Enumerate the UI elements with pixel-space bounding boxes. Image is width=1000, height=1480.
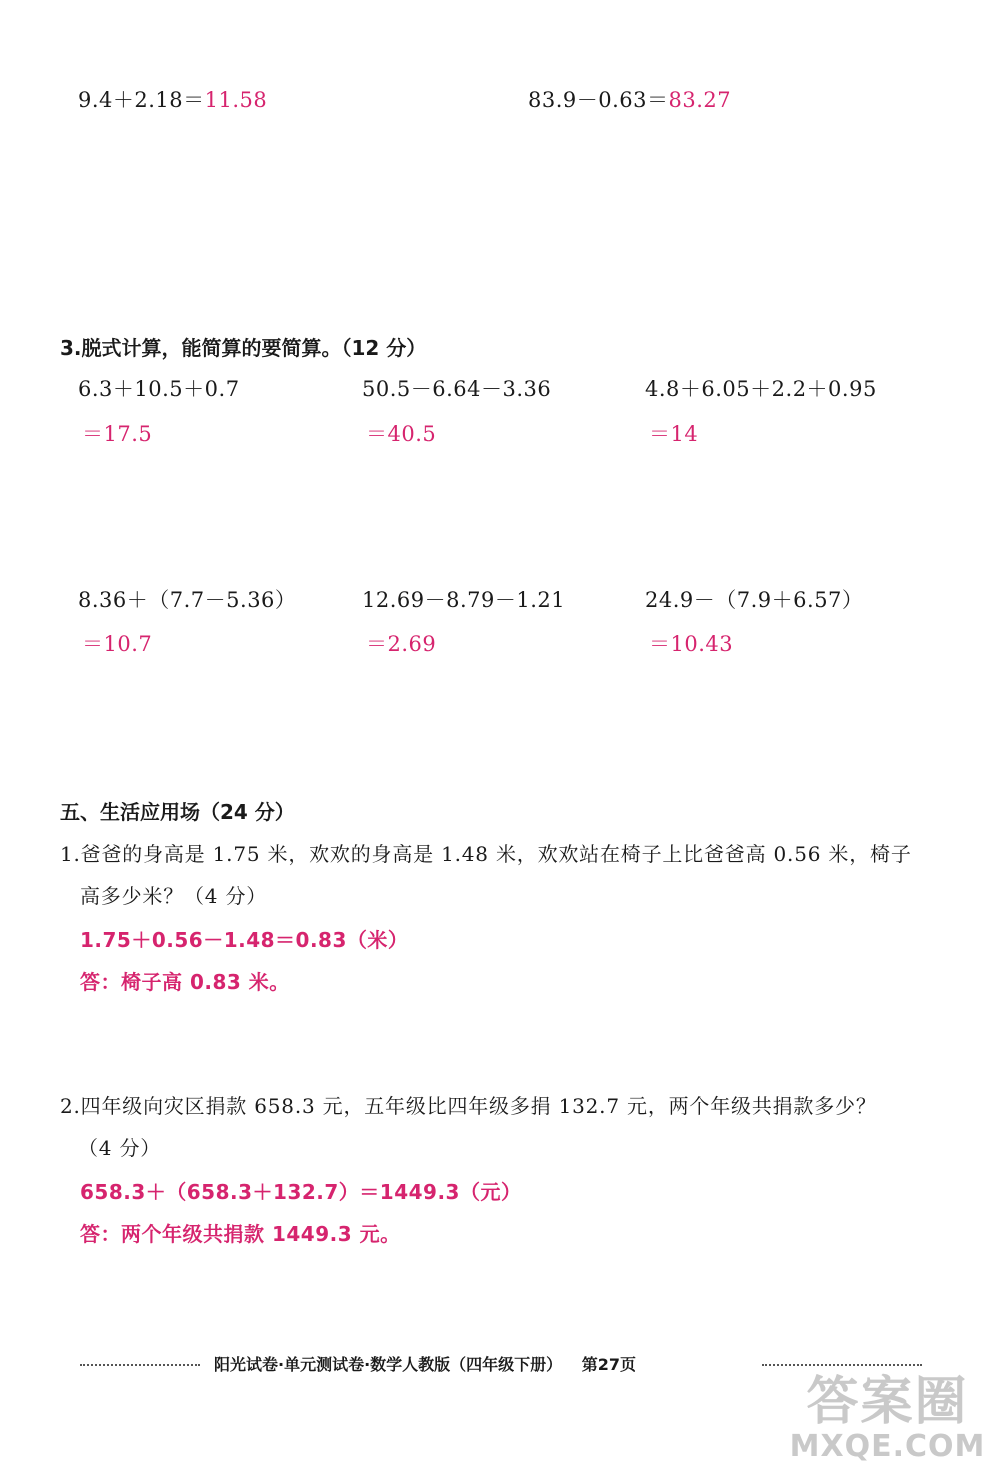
footer-title (214, 1352, 636, 1375)
footer-dotted-rule-left (80, 1364, 200, 1366)
q1-answer: 答：椅子高 0.83 米。 (80, 970, 290, 994)
s3-r1-c2-expr: 50.5－6.64－3.36 (362, 377, 552, 401)
s3-r1-c1-expr: 6.3＋10.5＋0.7 (78, 377, 240, 401)
section5-title: 五、生活应用场（24 分） (60, 800, 295, 824)
s3-r2-c1-answer: ＝10.7 (82, 632, 153, 656)
s3-r2-c1-expr: 8.36＋（7.7－5.36） (78, 588, 297, 612)
watermark-line2: MXQE.COM (789, 1429, 986, 1464)
q2-calc: 658.3＋（658.3＋132.7）＝1449.3（元） (80, 1180, 522, 1204)
page-number: 第27页 (581, 1355, 637, 1374)
top-calc-1 (78, 84, 267, 114)
s3-r2-c2-expr: 12.69－8.79－1.21 (362, 588, 566, 612)
calc-answer: 83.27 (668, 88, 732, 112)
q1-calc: 1.75＋0.56－1.48＝0.83（米） (80, 928, 409, 952)
q1-text-line2: 高多少米？（4 分） (80, 884, 268, 908)
s3-r1-c3-expr: 4.8＋6.05＋2.2＋0.95 (645, 377, 877, 401)
q2-text-line1: 2.四年级向灾区捐款 658.3 元，五年级比四年级多捐 132.7 元，两个年级共捐款多少？ (60, 1094, 877, 1118)
calc-expression: 9.4＋2.18＝ (78, 88, 205, 112)
section3-title: 3.脱式计算，能简算的要简算。（12 分） (60, 336, 427, 360)
calc-answer: 11.58 (204, 88, 268, 112)
q1-text-line1: 1.爸爸的身高是 1.75 米，欢欢的身高是 1.48 米，欢欢站在椅子上比爸爸高 0.56 米，椅子 (60, 842, 912, 866)
watermark-logo (785, 1372, 990, 1472)
s3-r1-c2-answer: ＝40.5 (366, 422, 437, 446)
top-calc-2 (528, 84, 731, 114)
calc-expression: 83.9－0.63＝ (528, 88, 669, 112)
s3-r2-c2-answer: ＝2.69 (366, 632, 437, 656)
footer-dotted-rule-right (762, 1364, 922, 1366)
s3-r2-c3-expr: 24.9－（7.9＋6.57） (645, 588, 864, 612)
s3-r2-c3-answer: ＝10.43 (649, 632, 734, 656)
watermark-line1: 答案圈 (806, 1372, 969, 1432)
s3-r1-c3-answer: ＝14 (649, 422, 699, 446)
s3-r1-c1-answer: ＝17.5 (82, 422, 153, 446)
footer-text: 阳光试卷·单元测试卷·数学人教版（四年级下册） (214, 1355, 563, 1374)
q2-text-line2: （4 分） (78, 1136, 162, 1160)
q2-answer: 答：两个年级共捐款 1449.3 元。 (80, 1222, 401, 1246)
